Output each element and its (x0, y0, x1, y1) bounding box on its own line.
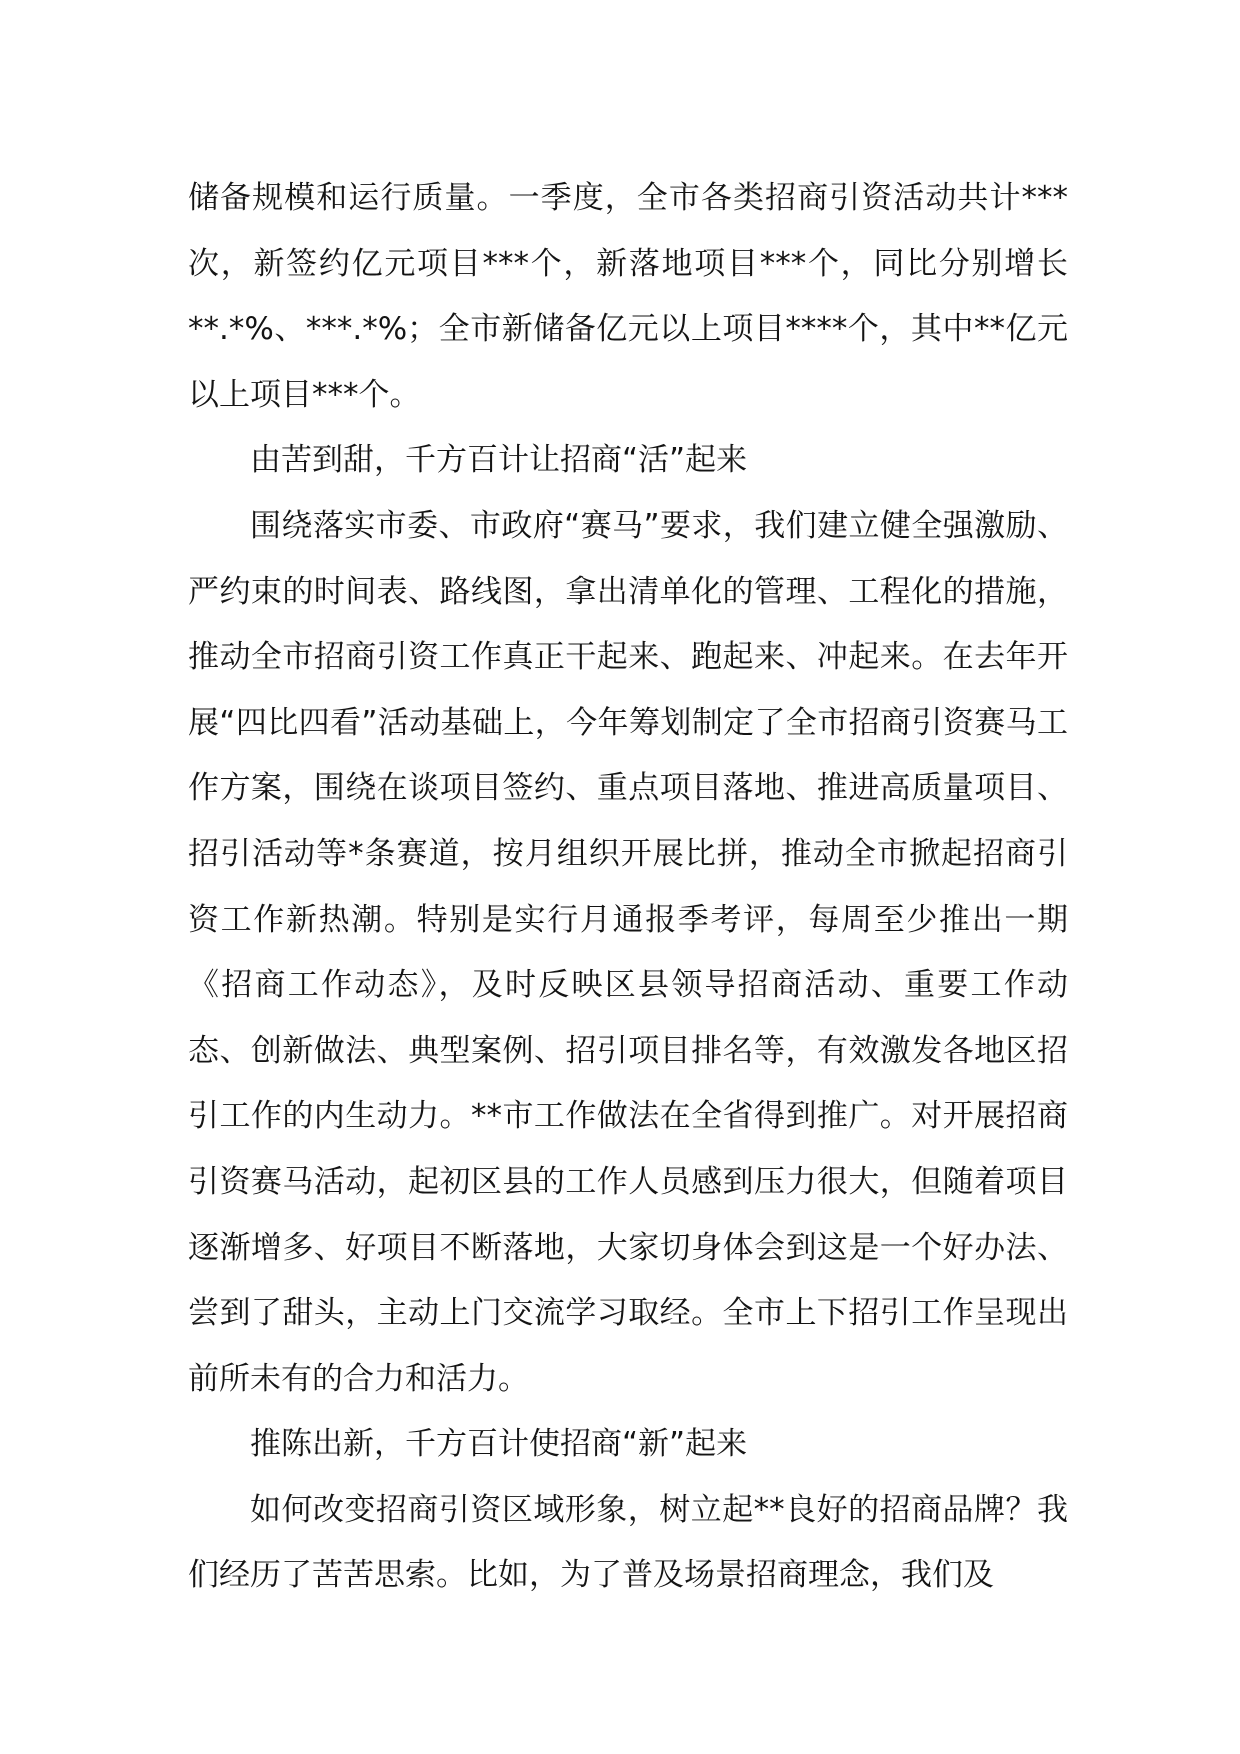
paragraph-brand: 如何改变招商引资区域形象，树立起**良好的招商品牌？我们经历了苦苦思索。比如，为了普及场景招商理念，我们及 (188, 1491, 1068, 1594)
section-heading-sweet: 由苦到甜，千方百计让招商“活”起来 (250, 442, 748, 479)
document-body (188, 166, 1068, 1609)
section-heading-new: 推陈出新，千方百计使招商“新”起来 (250, 1426, 748, 1463)
paragraph-horse-race: 围绕落实市委、市政府“赛马”要求，我们建立健全强激励、严约束的时间表、路线图，拿出清单化的管理、工程化的措施，推动全市招商引资工作真正干起来、跑起来、冲起来。在去年开展“四比四看”活动基础上，今年筹划制定了全市招商引资赛马工作方案，围绕在谈项目签约、重点项目落地、推进高质量项目、招引活动等*条赛道，按月组织开展比拼，推动全市掀起招商引资工作新热潮。特别是实行月通报季考评，每周至少推出一期《招商工作动态》，及时反映区县领导招商活动、重要工作动态、创新做法、典型案例、招引项目排名等，有效激发各地区招引工作的内生动力。**市工作做法在全省得到推广。对开展招商引资赛马活动，起初区县的工作人员感到压力很大，但随着项目逐渐增多、好项目不断落地，大家切身体会到这是一个好办法、尝到了甜头，主动上门交流学习取经。全市上下招引工作呈现出前所未有的合力和活力。 (188, 507, 1068, 1397)
paragraph-continuation: 储备规模和运行质量。一季度，全市各类招商引资活动共计***次，新签约亿元项目***个，新落地项目***个，同比分别增长**.*%、***.*%；全市新储备亿元以上项目****个，其中**亿元以上项目***个。 (188, 180, 1068, 413)
